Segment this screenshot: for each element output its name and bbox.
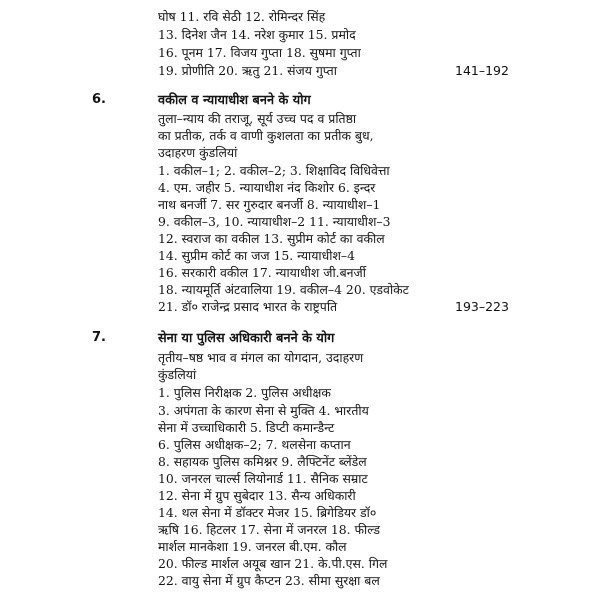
entry-line: 14. थल सेना में डॉक्टर मेजर 15. ब्रिगेडियर डॉ० bbox=[158, 505, 377, 520]
entry-line: 21. डॉ० राजेन्द्र प्रसाद भारत के राष्ट्रपति bbox=[158, 299, 338, 314]
section-heading: वकील व न्यायाधीश बनने के योग bbox=[158, 93, 311, 108]
section-heading: सेना या पुलिस अधिकारी बनने के योग bbox=[158, 331, 335, 346]
entry-line: 12. स्वराज का वकील 13. सुप्रीम कोर्ट का वकील bbox=[158, 231, 385, 246]
entry-line: 4. एम. जहीर 5. न्यायाधीश नंद किशोर 6. इन्दर bbox=[158, 180, 376, 195]
entry-line: 9. वकील–3, 10. न्यायाधीश–2 11. न्यायाधीश–3 bbox=[158, 214, 391, 229]
entry-line: 12. सेना में ग्रुप सुबेदार 13. सैन्य अधिकारी bbox=[158, 488, 356, 503]
entry-line: 22. वायु सेना में ग्रुप कैप्टन 23. सीमा सुरक्षा बल bbox=[158, 573, 380, 588]
entry-line: 16. पूनम 17. विजय गुप्ता 18. सुषमा गुप्ता bbox=[158, 45, 361, 60]
entry-line: 10. जनरल चार्ल्स लियोनार्ड 11. सैनिक सम्राट bbox=[158, 471, 368, 486]
entry-line: मार्शल मानकेशा 19. जनरल बी.एम. कौल bbox=[158, 539, 347, 554]
section-number: 6. bbox=[92, 92, 106, 107]
entry-line: 16. सरकारी वकील 17. न्यायाधीश जी.बनर्जी bbox=[158, 265, 366, 280]
entry-line: 14. सुप्रीम कोर्ट का जज 15. न्यायाधीश–4 bbox=[158, 248, 355, 263]
entry-line: 8. सहायक पुलिस कमिश्नर 9. लैफ्टिनेंट ब्लेंडेल bbox=[158, 454, 367, 469]
entry-line: का प्रतीक, तर्क व वाणी कुशलता का प्रतीक बुध, bbox=[158, 128, 374, 143]
entry-line: 13. दिनेश जैन 14. नरेश कुमार 15. प्रमोद bbox=[158, 27, 356, 42]
entry-line: 20. फील्ड मार्शल अयूब खान 21. के.पी.एस. गिल bbox=[158, 556, 388, 571]
entry-line: 6. पुलिस अधीक्षक–2; 7. थलसेना कप्तान bbox=[158, 437, 351, 452]
section-number: 7. bbox=[92, 330, 106, 345]
page-range: 141–192 bbox=[455, 63, 509, 78]
entry-line: तृतीय–षष्ठ भाव व मंगल का योगदान, उदाहरण bbox=[158, 350, 364, 365]
entry-line: सेना में उच्चाधिकारी 5. डिप्टी कमान्डैन्ट bbox=[158, 420, 335, 435]
entry-line: नाथ बनर्जी 7. सर गुरुदार बनर्जी 8. न्यायाधीश–1 bbox=[158, 197, 381, 212]
entry-line: 19. प्रोणीति 20. ऋतु 21. संजय गुप्ता bbox=[158, 63, 337, 78]
entry-line: तुला–न्याय की तराजू, सूर्य उच्च पद व प्रतिष्ठा bbox=[158, 111, 357, 126]
entry-line: घोष 11. रवि सेठी 12. रोमिन्दर सिंह bbox=[158, 9, 326, 24]
page-range: 193–223 bbox=[455, 299, 509, 314]
entry-line: 1. वकील–1; 2. वकील–2; 3. शिक्षाविद विधिवेत्ता bbox=[158, 163, 390, 178]
entry-line: 1. पुलिस निरीक्षक 2. पुलिस अधीक्षक bbox=[158, 385, 331, 400]
entry-line: कुंडलियां bbox=[158, 367, 197, 382]
entry-line: ऋषि 16. हिटलर 17. सेना में जनरल 18. फील्ड bbox=[158, 522, 381, 537]
entry-line: 3. अपंगता के कारण सेना से मुक्ति 4. भारतीय bbox=[158, 403, 369, 418]
entry-line: 18. न्यायमूर्ति अंटवालिया 19. वकील–4 20. एडवोकेट bbox=[158, 282, 409, 297]
entry-line: उदाहरण कुंडलियां bbox=[158, 145, 238, 160]
